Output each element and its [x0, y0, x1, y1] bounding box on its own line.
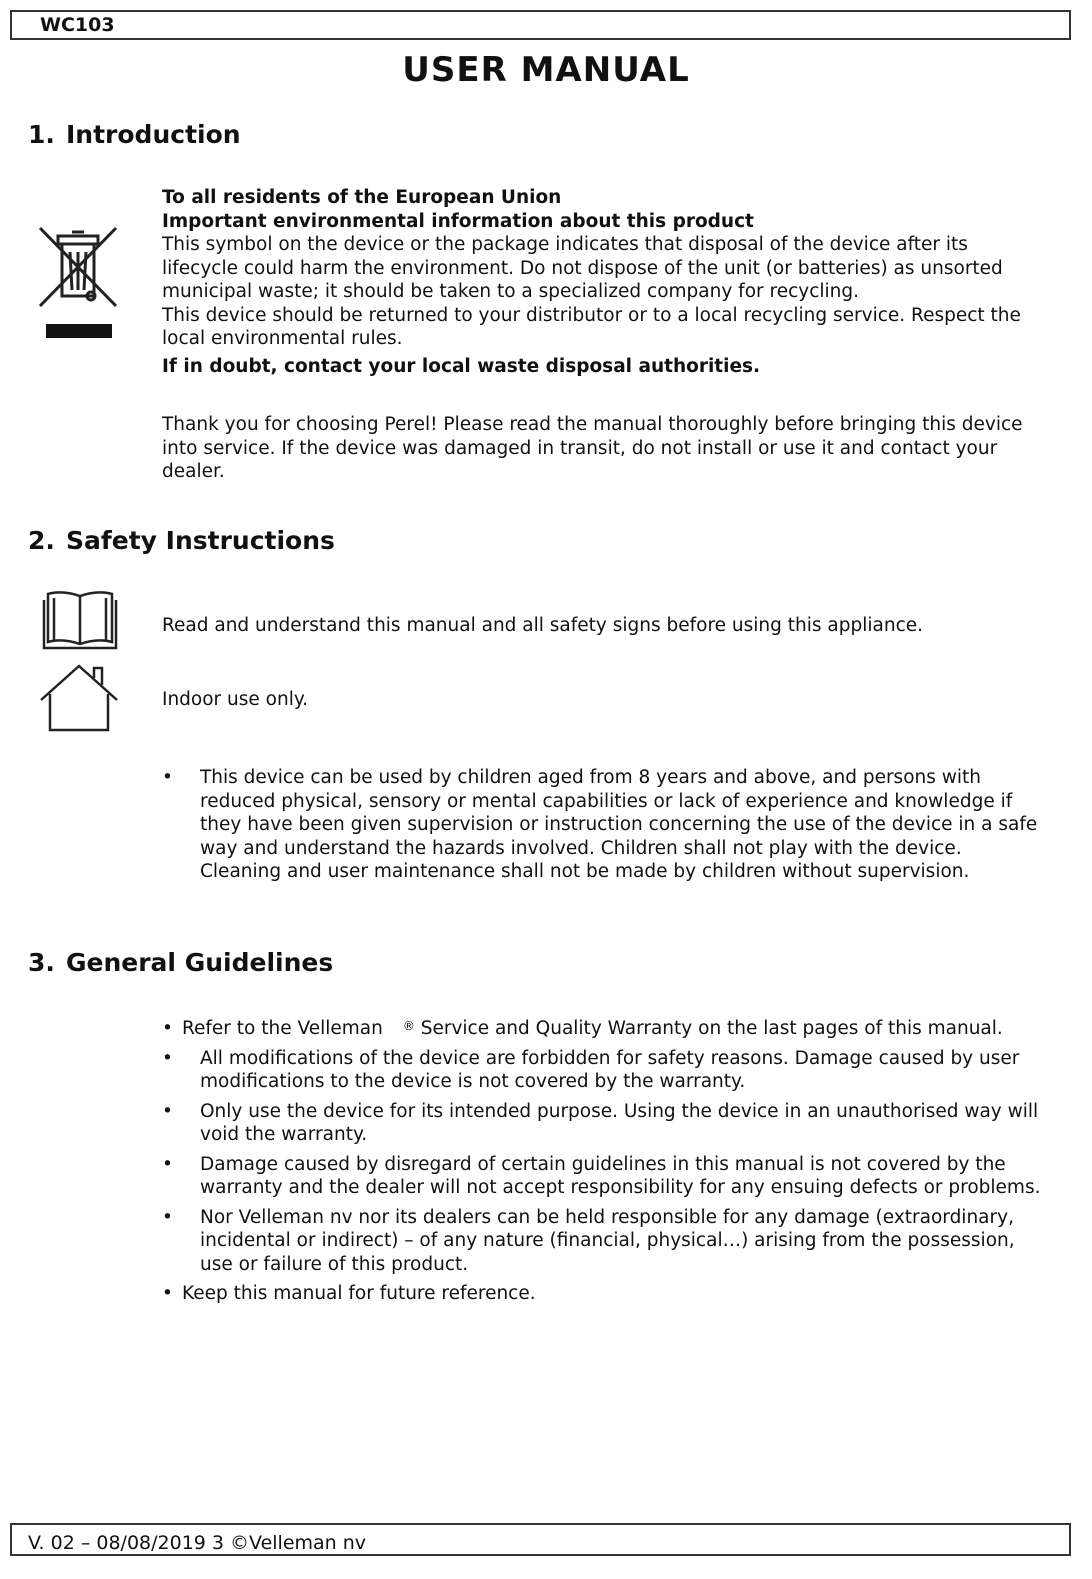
weee-bin-icon: [36, 222, 124, 342]
guideline-5: Nor Velleman nv nor its dealers can be held responsible for any damage (extraordinary, incidental or indirect) – of any nature (financial, physical…) arising from the possession, use or failure of this product.: [200, 1206, 1015, 1275]
eu-disposal-block: [162, 186, 1042, 378]
footer-text: V. 02 – 08/08/2019 3 ©Velleman nv: [28, 1532, 367, 1554]
list-item: [162, 1282, 1042, 1306]
eu-doubt: If in doubt, contact your local waste disposal authorities.: [162, 355, 761, 377]
read-manual-icon: [40, 588, 120, 652]
eu-text-1: This symbol on the device or the package indicates that disposal of the device after its lifecycle could harm the environment. Do not dispose of the unit (or batteries) as unsorted municipal waste; it should be taken to a specialized company for recycling.: [162, 234, 1003, 302]
thanks-text: Thank you for choosing Perel! Please read the manual thoroughly before bringing this device into service. If the device was damaged in transit, do not install or use it and contact your dealer.: [162, 414, 1023, 482]
section-safety-heading: [28, 526, 335, 555]
guideline-2: All modifications of the device are forbidden for safety reasons. Damage caused by user modifications to the device is not covered by the warranty.: [200, 1047, 1020, 1092]
page-title: USER MANUAL: [402, 50, 690, 90]
thanks-paragraph: [162, 413, 1042, 484]
indoor-text: Indoor use only.: [162, 689, 309, 710]
eu-subtitle: Important environmental information about this product: [162, 210, 754, 232]
list-item: [162, 766, 1042, 884]
section-title: Introduction: [66, 120, 241, 149]
section-number: 2.: [28, 526, 55, 555]
list-item: [162, 1206, 1042, 1277]
list-item: [162, 1100, 1042, 1147]
section-guidelines-heading: [28, 948, 333, 977]
eu-title: To all residents of the European Union: [162, 187, 562, 208]
bullet: •: [162, 1153, 173, 1175]
children-warning: This device can be used by children aged from 8 years and above, and persons with reduced physical, sensory or mental capabilities or lack of experience and knowledge if they have been given supervision or instruction concerning the use of the device in a safe way and understand the hazards involved. Children shall not play with the device. Cleaning and user maintenance shall not be made by children without supervision.: [200, 767, 1038, 882]
guideline-4: Damage caused by disregard of certain guidelines in this manual is not covered by the warranty and the dealer will not accept responsibility for any ensuing defects or problems.: [200, 1153, 1041, 1198]
model-number: WC103: [40, 14, 115, 36]
guidelines-list: [162, 1017, 1042, 1312]
section-title: General Guidelines: [66, 948, 334, 977]
section-intro-heading: [28, 120, 241, 149]
safety-list: [162, 766, 1042, 890]
bullet: •: [162, 1283, 173, 1304]
bullet: •: [162, 1100, 173, 1122]
bullet: •: [162, 1047, 173, 1069]
page-footer: [10, 1523, 1071, 1556]
section-title: Safety Instructions: [66, 526, 335, 555]
list-item: [162, 1047, 1042, 1094]
list-item: [162, 1153, 1042, 1200]
guideline-1a: Refer to the Velleman: [182, 1018, 383, 1039]
bullet: •: [162, 1206, 173, 1228]
guideline-1b: Service and Quality Warranty on the last pages of this manual.: [420, 1018, 1003, 1039]
guideline-6: Keep this manual for future reference.: [182, 1283, 536, 1304]
read-manual-text: Read and understand this manual and all safety signs before using this appliance.: [162, 615, 924, 636]
registered-mark: ®: [402, 1019, 415, 1033]
list-item: [162, 1017, 1042, 1041]
indoor-house-icon: [38, 662, 120, 734]
model-header: [10, 10, 1071, 40]
guideline-3: Only use the device for its intended purpose. Using the device in an unauthorised way will void the warranty.: [200, 1100, 1039, 1145]
section-number: 1.: [28, 120, 55, 149]
bullet: •: [162, 1018, 173, 1039]
eu-text-2: This device should be returned to your distributor or to a local recycling service. Respect the local environmental rules.: [162, 304, 1021, 349]
bullet: •: [162, 767, 173, 788]
section-number: 3.: [28, 948, 55, 977]
